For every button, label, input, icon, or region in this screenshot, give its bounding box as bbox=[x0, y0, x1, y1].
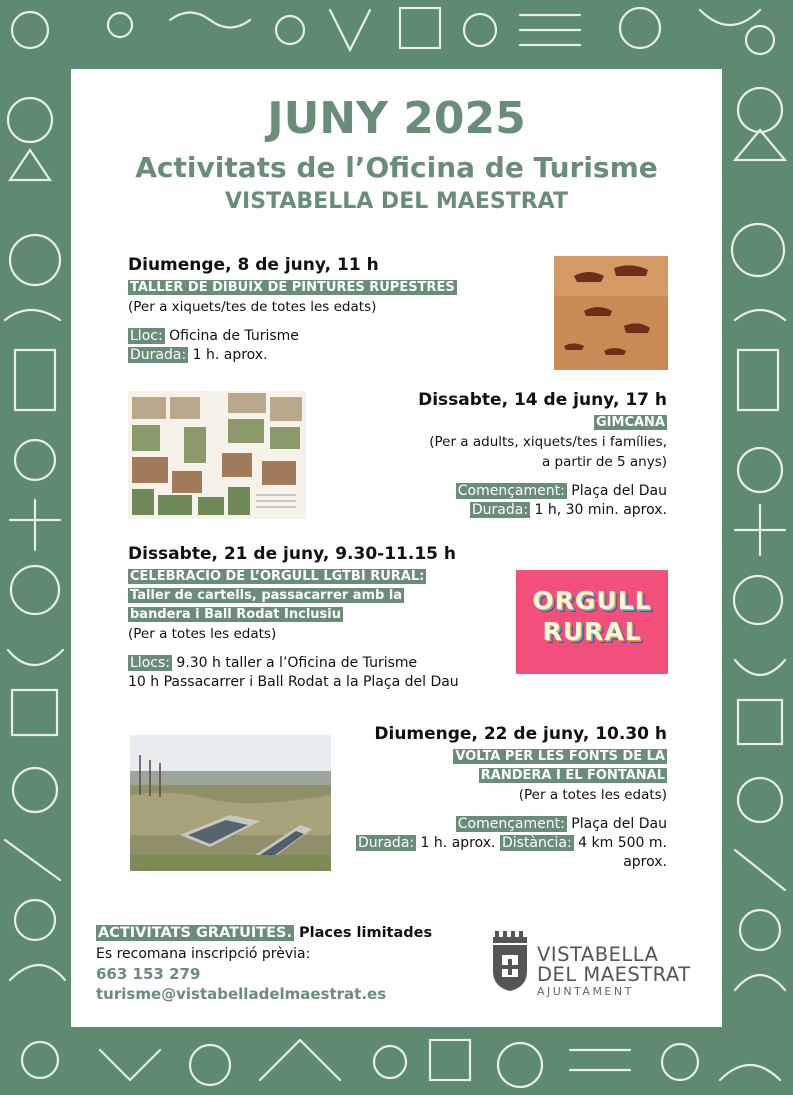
detail-text: Plaça del Dau bbox=[566, 816, 667, 832]
event-1 bbox=[128, 256, 528, 365]
detail-label: Començament: bbox=[457, 816, 565, 832]
orgull-rural-image bbox=[516, 570, 668, 674]
free-text: Places limitades bbox=[293, 925, 433, 941]
event-activity: bandera i Ball Rodat Inclusiu bbox=[130, 607, 341, 622]
free-label: ACTIVITATS GRATUÏTES. bbox=[98, 925, 292, 941]
email-link[interactable]: turisme@vistabelladelmaestrat.es bbox=[96, 984, 387, 1003]
detail-label: Distància: bbox=[501, 835, 572, 851]
event-activity: GIMCANA bbox=[596, 415, 665, 430]
rural-word: RURAL bbox=[542, 617, 642, 646]
event-date: Dissabte, 21 de juny, 9.30-11.15 h bbox=[128, 544, 457, 564]
ajuntament-logo bbox=[489, 927, 699, 997]
page-title: JUNY 2025 bbox=[267, 93, 526, 144]
event-date: Diumenge, 8 de juny, 11 h bbox=[128, 255, 379, 275]
coat-of-arms-icon bbox=[491, 929, 531, 993]
event-activity: Taller de cartells, passacarrer amb la bbox=[130, 588, 403, 603]
event-audience: (Per a xiquets/tes de totes les edats) bbox=[128, 299, 377, 315]
flyer-card bbox=[71, 69, 722, 1027]
detail-label: Lloc: bbox=[130, 328, 163, 344]
event-audience: (Per a adults, xiquets/tes i famílies, bbox=[429, 434, 667, 450]
detail-text: 1 h, 30 min. aprox. bbox=[530, 502, 667, 518]
logo-line-1: VISTABELLA bbox=[537, 943, 659, 966]
event-activity: TALLER DE DIBUIX DE PINTURES RUPESTRES bbox=[130, 280, 455, 295]
town-name: VISTABELLA DEL MAESTRAT bbox=[225, 189, 568, 214]
cave-painting-image bbox=[554, 256, 668, 370]
detail-label: Començament: bbox=[457, 483, 565, 499]
detail-text: 1 h. aprox. bbox=[416, 835, 500, 851]
event-2 bbox=[331, 391, 667, 520]
gimcana-map-image bbox=[128, 391, 306, 519]
footer-info bbox=[96, 923, 456, 1004]
event-audience: (Per a totes les edats) bbox=[518, 787, 667, 803]
detail-label: Durada: bbox=[130, 347, 187, 363]
phone-number[interactable]: 663 153 279 bbox=[96, 964, 201, 983]
page-subtitle: Activitats de l’Oficina de Turisme bbox=[135, 151, 658, 184]
event-4 bbox=[331, 725, 667, 872]
event-activity: CELEBRACIÓ DE L’ORGULL LGTBI RURAL: bbox=[130, 569, 425, 584]
logo-line-2: DEL MAESTRAT bbox=[537, 963, 691, 986]
event-date: Diumenge, 22 de juny, 10.30 h bbox=[374, 724, 667, 744]
event-audience: (Per a totes les edats) bbox=[128, 626, 277, 642]
detail-label: Llocs: bbox=[130, 655, 170, 671]
event-date: Dissabte, 14 de juny, 17 h bbox=[418, 390, 667, 410]
detail-text: 4 km 500 m. bbox=[573, 835, 667, 851]
event-3 bbox=[128, 545, 528, 692]
detail-label: Durada: bbox=[471, 502, 529, 518]
event-activity: VOLTA PER LES FONTS DE LA bbox=[455, 749, 665, 764]
detail-text: 1 h. aprox. bbox=[188, 347, 268, 363]
detail-text: aprox. bbox=[623, 854, 667, 870]
detail-text: Oficina de Turisme bbox=[164, 328, 299, 344]
event-activity: RANDERA I EL FONTANAL bbox=[480, 768, 665, 783]
detail-text: 10 h Passacarrer i Ball Rodat a la Plaça del Dau bbox=[128, 674, 459, 690]
detail-text: 9.30 h taller a l’Oficina de Turisme bbox=[171, 655, 418, 671]
logo-line-3: AJUNTAMENT bbox=[537, 985, 634, 998]
orgull-word: ORGULL bbox=[532, 586, 652, 615]
event-audience: a partir de 5 anys) bbox=[541, 454, 667, 470]
detail-label: Durada: bbox=[357, 835, 415, 851]
detail-text: Plaça del Dau bbox=[566, 483, 667, 499]
registration-note: Es recomana inscripció prèvia: bbox=[96, 945, 311, 962]
